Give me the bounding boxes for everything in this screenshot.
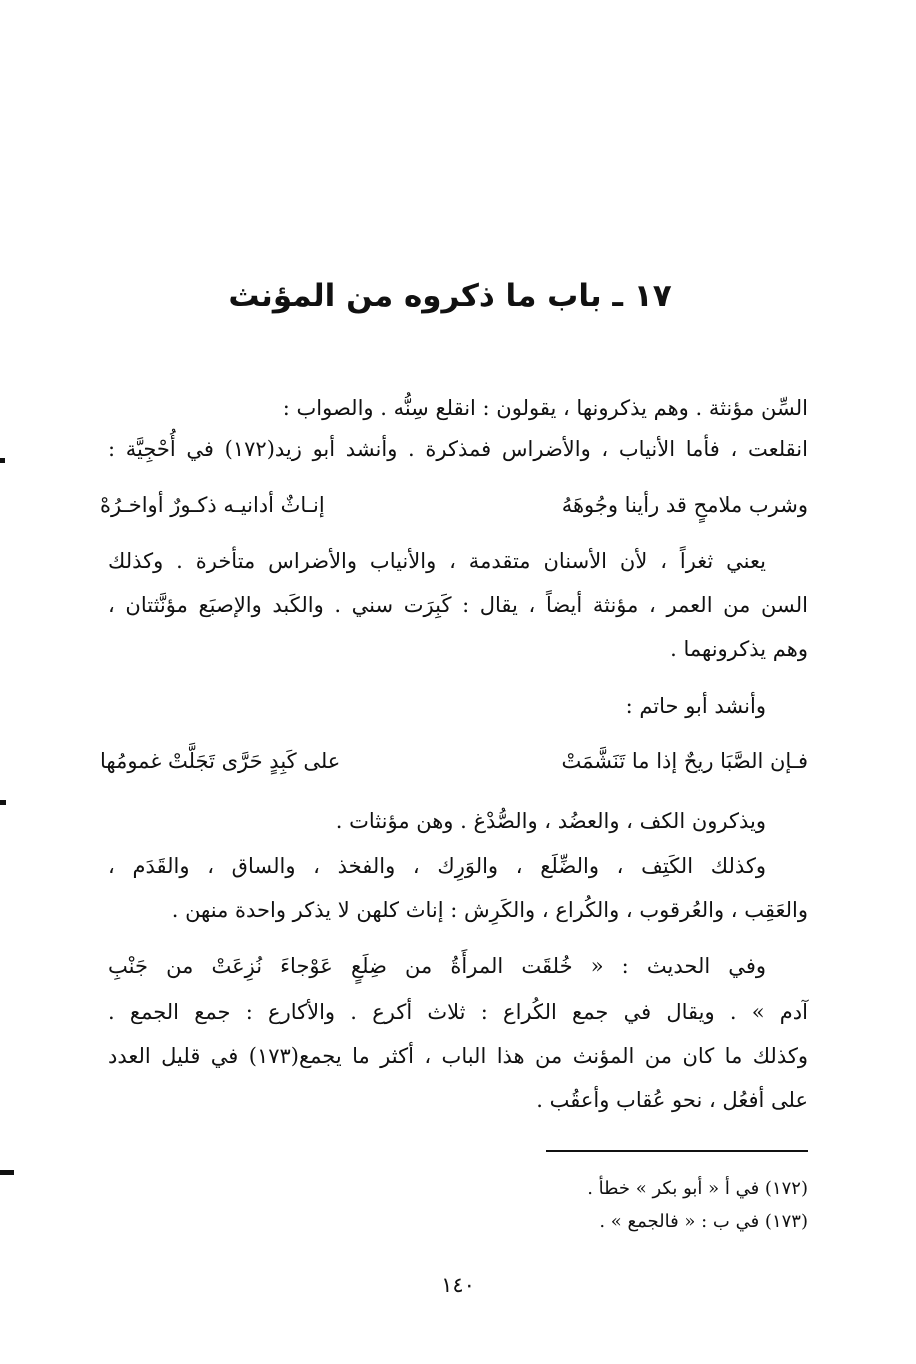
- text-line: وكذلك الكَتِف ، والضِّلَع ، والوَرِك ، والفخذ ، والساق ، والقَدَم ،: [108, 854, 766, 878]
- text-line: وكذلك ما كان من المؤنث من هذا الباب ، أكثر ما يجمع(١٧٣) في قليل العدد: [108, 1044, 808, 1068]
- verse-second-hemistich: إنـاثٌ أداني‍ـه ذكـورٌ أواخـرُهْ: [100, 493, 325, 517]
- text-line: وهم يذكرونهما .: [670, 637, 808, 661]
- page-number: ١٤٠: [441, 1273, 475, 1297]
- scan-mark: [0, 458, 5, 463]
- footnote-separator: [546, 1150, 808, 1152]
- text-line: وفي الحديث : « خُلقَت المرأَةُ من ضِلَعٍ عَوْجاءَ نُزِعَتْ من جَنْبِ: [108, 954, 766, 978]
- text-line: آدم » . ويقال في جمع الكُراع : ثلاث أكرع . والأكارع : جمع الجمع .: [108, 1000, 808, 1024]
- text-line: على أفعُل ، نحو عُقاب وأعقُب .: [536, 1088, 808, 1112]
- text-line: وأنشد أبو حاتم :: [625, 694, 766, 718]
- text-line: السِّن مؤنثة . وهم يذكرونها ، يقولون : انقلع سِنُّه . والصواب :: [282, 396, 808, 420]
- footnote: (١٧٢) في أ « أبو بكر » خطأ .: [587, 1178, 808, 1199]
- text-line: انقلعت ، فأما الأنياب ، والأضراس فمذكرة . وأنشد أبو زيد(١٧٢) في أُحْجِيَّة :: [108, 437, 808, 461]
- text-line: السن من العمر ، مؤنثة أيضاً ، يقال : كَبِرَت سني . والكَبد والإصبَع مؤنَّثتان ،: [108, 593, 808, 617]
- text-line: ويذكرون الكف ، والعضُد ، والصُّدْغ . وهن مؤنثات .: [335, 809, 766, 833]
- poem-verse: [100, 746, 808, 776]
- verse-first-hemistich: وشرب ملامحٍ قد رأينا وجُوهَهُ: [561, 493, 808, 517]
- verse-first-hemistich: فـإن الصَّبَا ريحٌ إذا ما تَنَشَّمَتْ: [561, 749, 808, 773]
- verse-second-hemistich: على كَبِدٍ حَرَّى تَجَلَّتْ غمومُها: [100, 749, 341, 773]
- scan-mark: [0, 1170, 14, 1175]
- poem-verse: [100, 490, 808, 520]
- text-line: والعَقِب ، والعُرقوب ، والكُراع ، والكَرِش : إناث كلهن لا يذكر واحدة منهن .: [171, 898, 808, 922]
- chapter-title: ١٧ ـ باب ما ذكروه من المؤنث: [228, 278, 672, 314]
- scan-mark: [0, 800, 6, 805]
- text-line: يعني ثغراً ، لأن الأسنان متقدمة ، والأنياب والأضراس متأخرة . وكذلك: [108, 549, 766, 573]
- footnote: (١٧٣) في ب : « فالجمع » .: [599, 1211, 808, 1232]
